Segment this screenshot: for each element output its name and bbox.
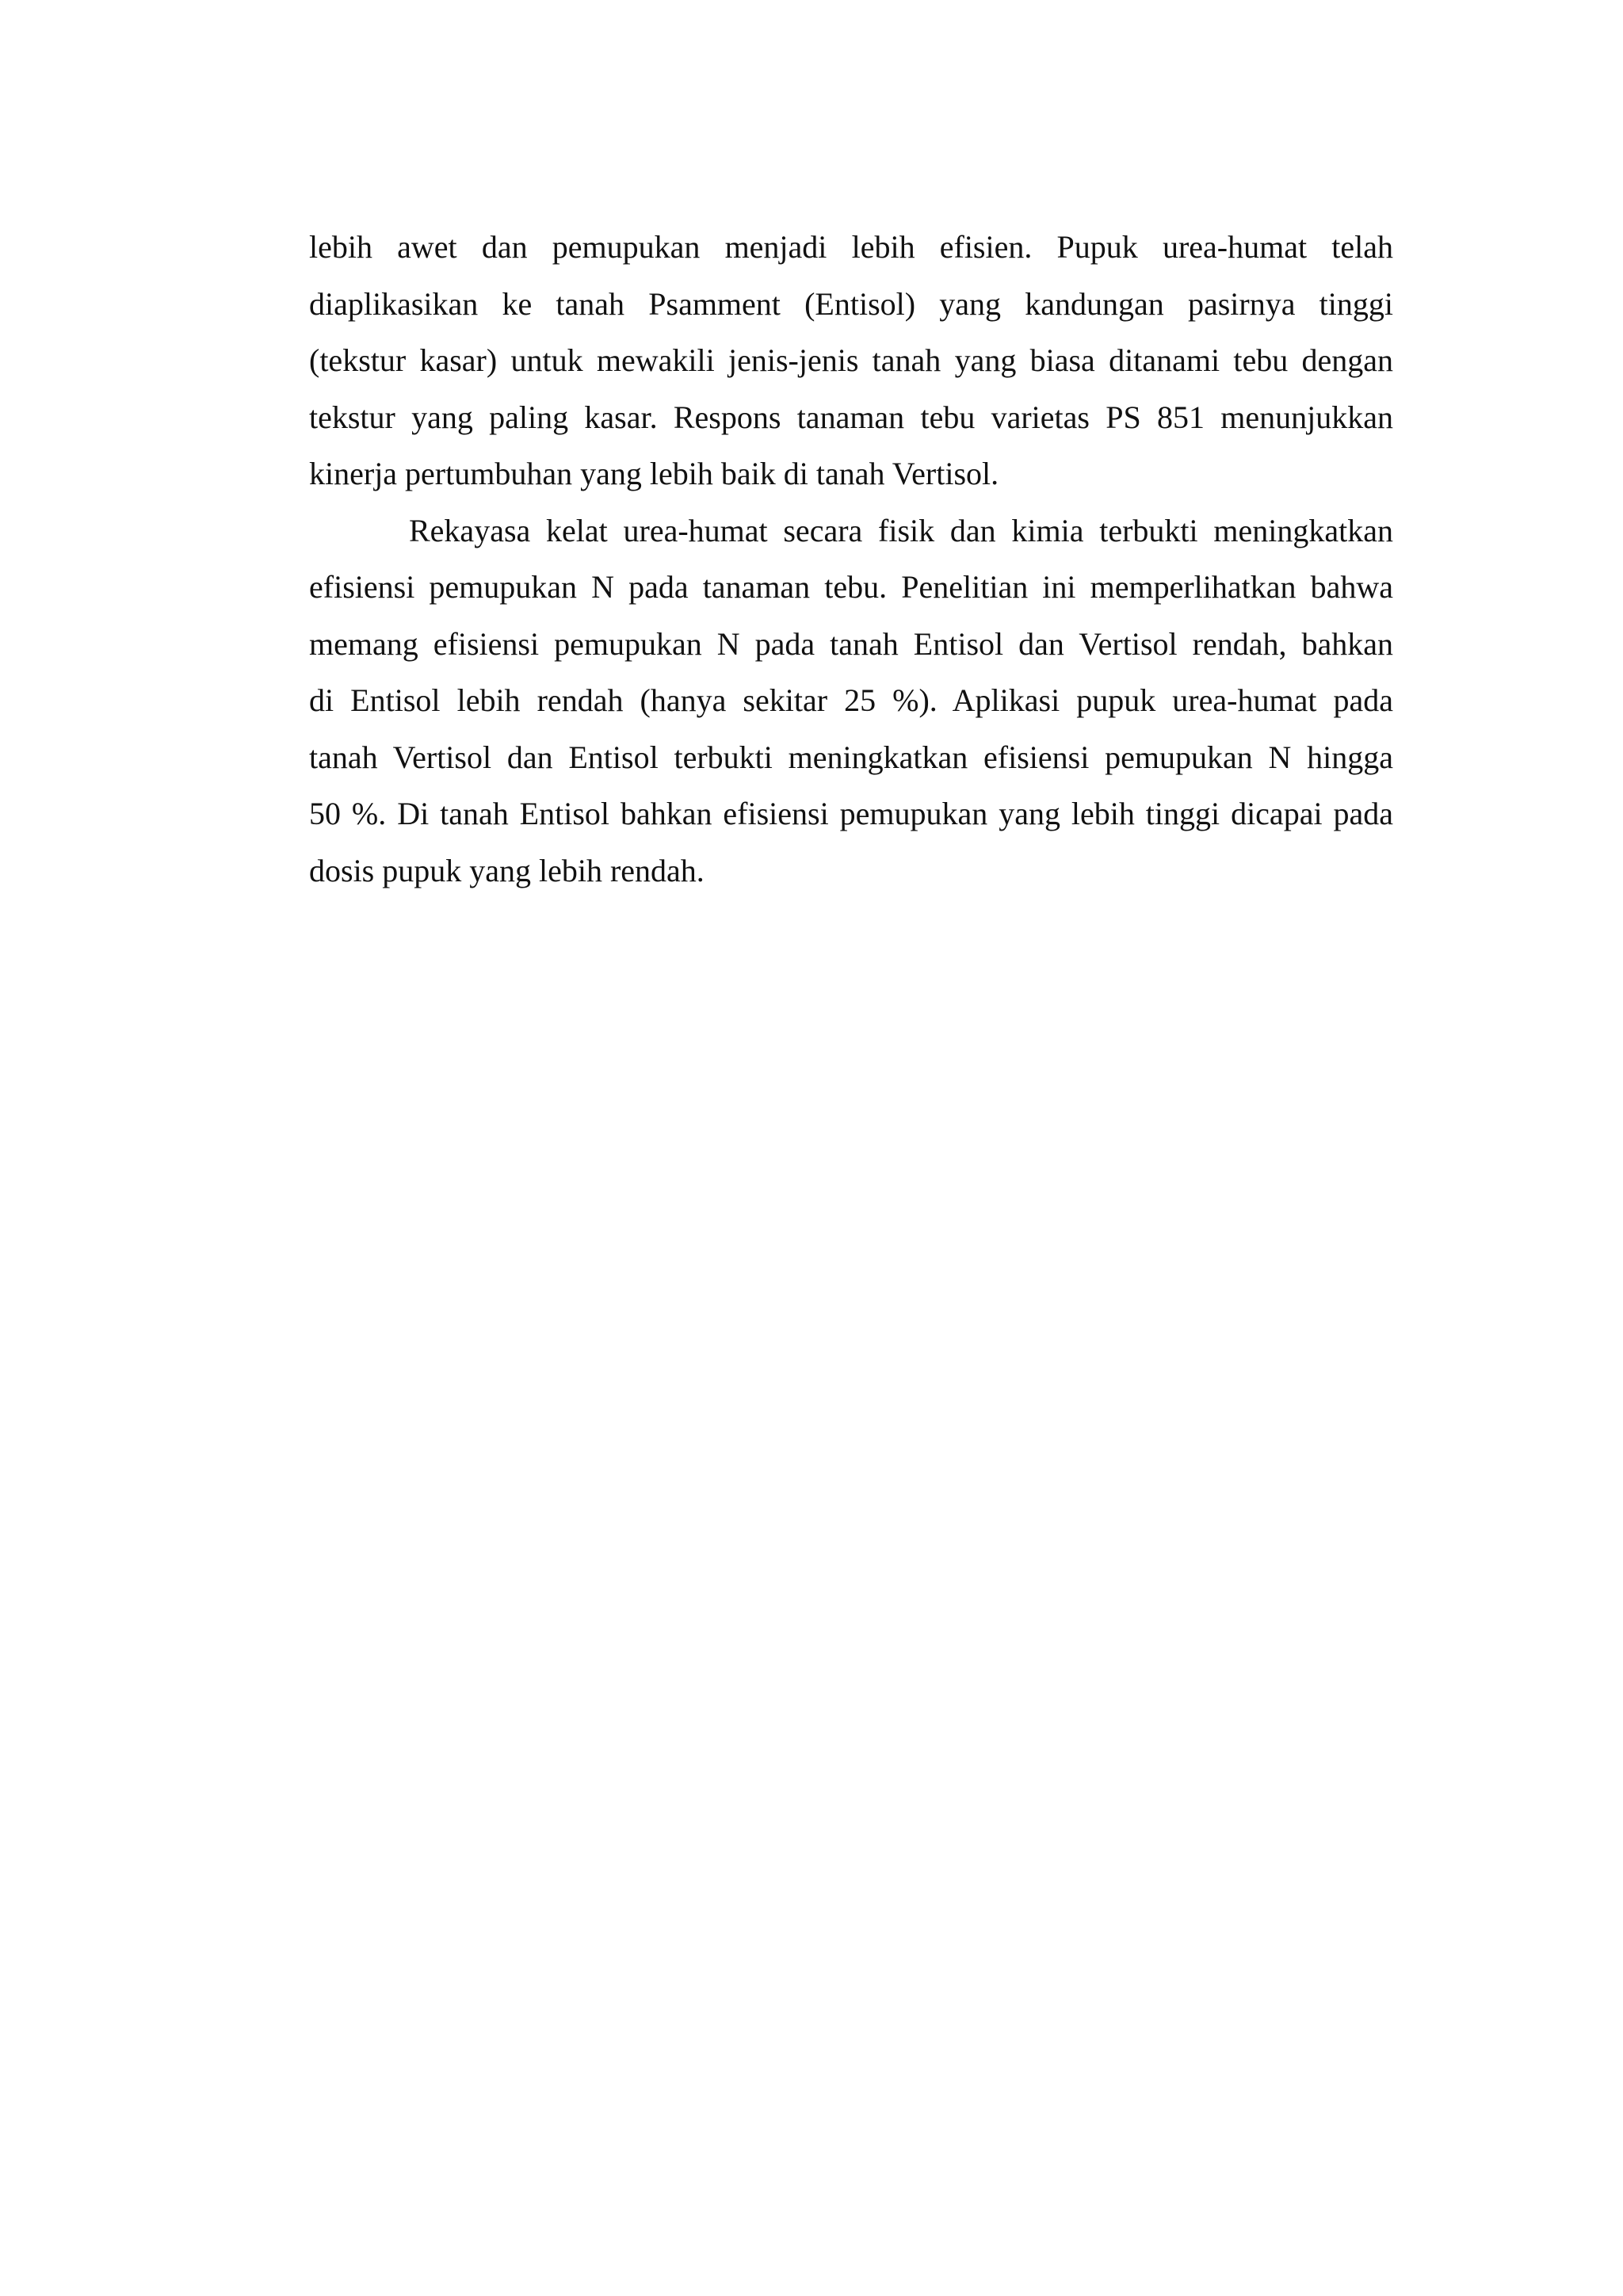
text-line: tekstur yang paling kasar. Respons tanaman tebu varietas PS 851 menunjukkan: [309, 399, 1393, 435]
paragraph-1: [309, 219, 1393, 502]
text-line: tanah Vertisol dan Entisol terbukti meningkatkan efisiensi pemupukan N hingga: [309, 739, 1393, 775]
text-line: kinerja pertumbuhan yang lebih baik di tanah Vertisol.: [309, 456, 999, 491]
paragraph-2: [309, 502, 1393, 900]
text-line: efisiensi pemupukan N pada tanaman tebu. Penelitian ini memperlihatkan bahwa: [309, 569, 1393, 605]
text-line: Rekayasa kelat urea-humat secara fisik dan kimia terbukti meningkatkan: [409, 512, 1393, 548]
body-text: [309, 219, 1393, 899]
text-line: lebih awet dan pemupukan menjadi lebih efisien. Pupuk urea-humat telah: [309, 229, 1393, 265]
text-line: diaplikasikan ke tanah Psamment (Entisol) yang kandungan pasirnya tinggi: [309, 285, 1393, 322]
text-line: 50 %. Di tanah Entisol bahkan efisiensi pemupukan yang lebih tinggi dicapai pada: [309, 796, 1393, 831]
text-line: memang efisiensi pemupukan N pada tanah Entisol dan Vertisol rendah, bahkan: [309, 625, 1393, 662]
text-line: di Entisol lebih rendah (hanya sekitar 25 %). Aplikasi pupuk urea-humat pada: [309, 682, 1393, 718]
text-line: dosis pupuk yang lebih rendah.: [309, 852, 705, 888]
text-line: (tekstur kasar) untuk mewakili jenis-jenis tanah yang biasa ditanami tebu dengan: [309, 342, 1393, 378]
